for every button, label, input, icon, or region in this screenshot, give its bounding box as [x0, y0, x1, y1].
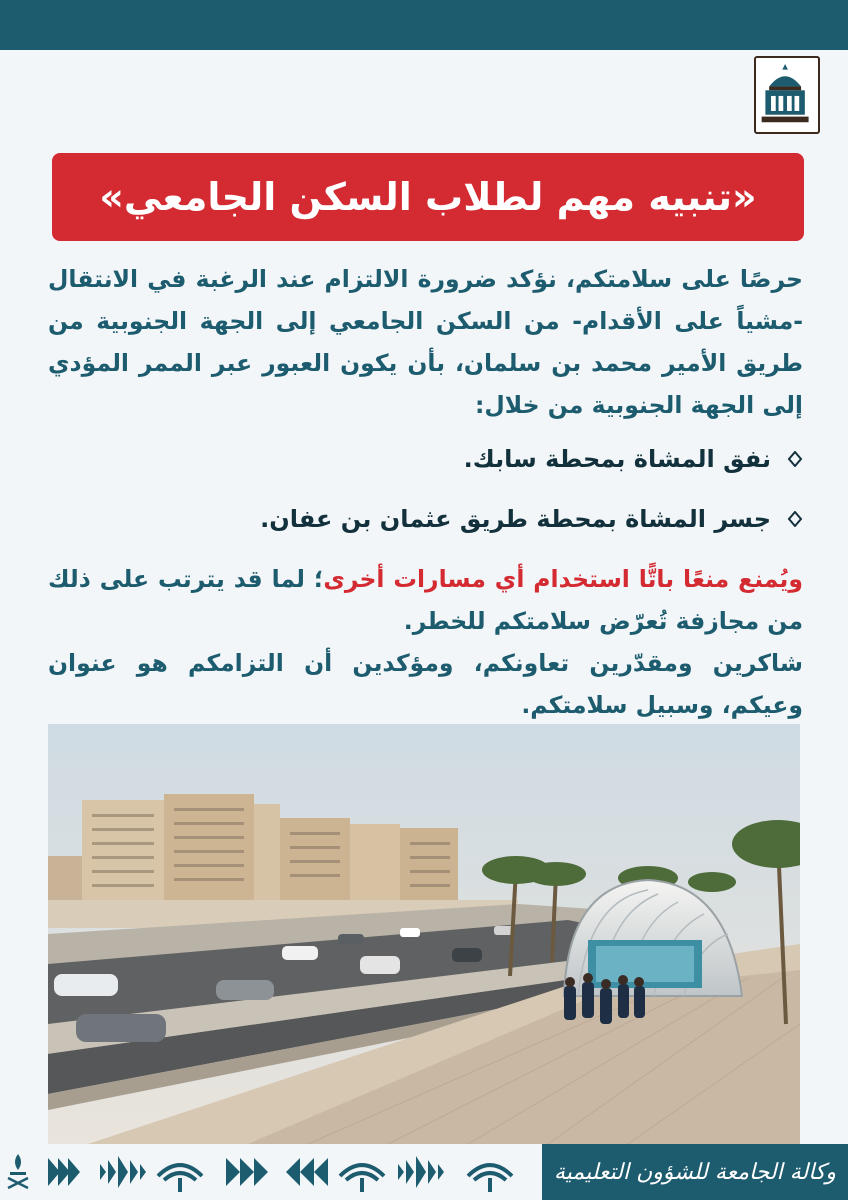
intro-paragraph: حرصًا على سلامتكم، نؤكد ضرورة الالتزام عند الرغبة في الانتقال -مشياً على الأقدام- من السكن الجامعي إلى الجهة الجنوبية من طريق الأمير محمد بن سلمان، بأن يكون العبور عبر الممر المؤدي إلى الجهة الجنوبية من خلال:: [48, 265, 803, 419]
title-banner: [52, 153, 804, 241]
page-title: «تنبيه مهم لطلاب السكن الجامعي»: [99, 175, 757, 219]
closing-paragraph: شاكرين ومقدّرين تعاونكم، ومؤكدين أن التزامكم هو عنوان وعيكم، وسبيل سلامتكم.: [48, 649, 803, 719]
metro-station-photo: [48, 724, 800, 1144]
diamond-bullet-icon: [787, 451, 803, 467]
footer-pattern-icon: [0, 1144, 542, 1200]
warning-paragraph: [48, 558, 803, 642]
warning-rest: ؛ لما قد يترتب على ذلك من مجازفة تُعرّض سلامتكم للخطر.: [48, 565, 803, 635]
diamond-bullet-icon: [787, 511, 803, 527]
university-logo-icon: [754, 56, 820, 134]
footer-brand-text: وكالة الجامعة للشؤون التعليمية: [553, 1159, 837, 1185]
bullet-item: [48, 498, 803, 540]
footer-brand: [542, 1144, 848, 1200]
warning-highlight: ويُمنع منعًا باتًّا استخدام أي مسارات أخرى: [323, 565, 803, 593]
bullet-item: [48, 438, 803, 480]
notice-body: [48, 258, 803, 726]
top-bar: [0, 0, 848, 50]
footer-bar: [0, 1144, 848, 1200]
bullet-text: نفق المشاة بمحطة سابك.: [463, 445, 771, 473]
bullet-text: جسر المشاة بمحطة طريق عثمان بن عفان.: [260, 505, 771, 533]
